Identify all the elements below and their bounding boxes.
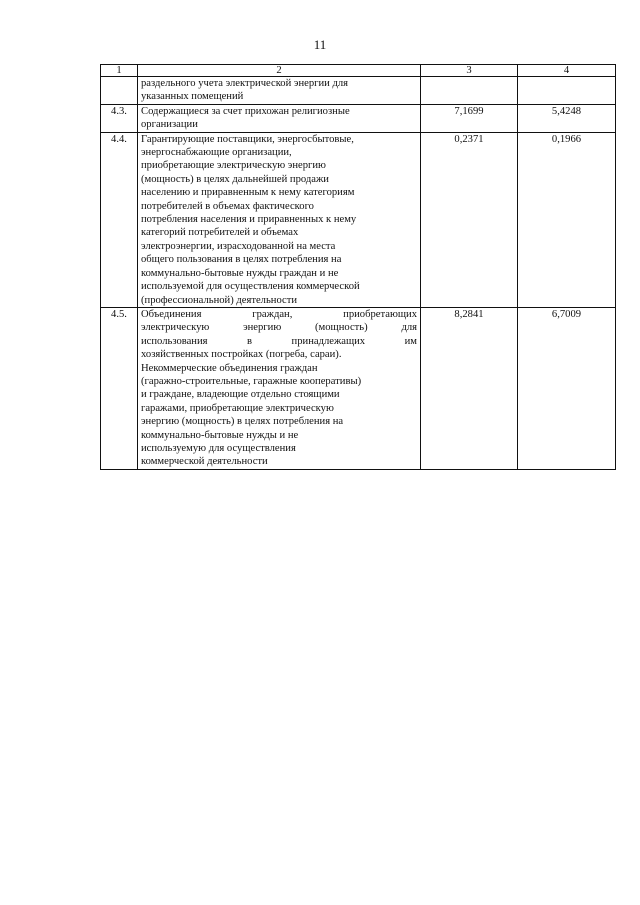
tariff-value-col3: 8,2841	[421, 307, 518, 469]
description-line: приобретающие электрическую энергию	[141, 160, 326, 172]
description-line: населению и приравненным к нему категориям	[141, 187, 355, 199]
description-line: электроэнергии, израсходованной на места	[141, 240, 336, 252]
table-row	[101, 104, 616, 132]
tariff-value-col4: 0,1966	[518, 132, 616, 307]
description-line: потребления населения и приравненных к нему	[141, 214, 357, 226]
description-line: Некоммерческие объединения граждан	[141, 362, 318, 374]
description-line: (мощность) в целях дальнейшей продажи	[141, 173, 329, 185]
tariff-value-col3	[421, 77, 518, 105]
consumer-category-cell	[138, 307, 421, 469]
description-line: коммерческой деятельности	[141, 456, 268, 468]
column-header-3: 3	[421, 65, 518, 77]
description-line: используемую для осуществления	[141, 442, 296, 454]
column-header-4: 4	[518, 65, 616, 77]
consumer-category-cell	[138, 132, 421, 307]
description-line: коммунально-бытовые нужды и не	[141, 429, 299, 441]
table-row	[101, 307, 616, 469]
description-line: Гарантирующие поставщики, энергосбытовые,	[141, 133, 354, 145]
row-number-cell: 4.3.	[101, 104, 138, 132]
row-number-cell: 4.5.	[101, 307, 138, 469]
description-line: общего пользования в целях потребления на	[141, 254, 342, 266]
tariff-value-col3: 7,1699	[421, 104, 518, 132]
description-line: Объединения граждан, приобретающих	[141, 308, 417, 320]
description-line: указанных помещений	[141, 91, 244, 103]
page-number: 11	[313, 37, 327, 52]
description-line: используемой для осуществления коммерческой	[141, 281, 360, 293]
description-line: категорий потребителей и объемах	[141, 227, 299, 239]
table-row	[101, 77, 616, 105]
tariff-value-col4: 5,4248	[518, 104, 616, 132]
description-line: организации	[141, 119, 198, 131]
description-line: и граждане, владеющие отдельно стоящими	[141, 389, 340, 401]
tariff-value-col4: 6,7009	[518, 307, 616, 469]
description-line: гаражами, приобретающие электрическую	[141, 402, 334, 414]
description-line: коммунально-бытовые нужды граждан и не	[141, 267, 339, 279]
row-number-cell: 4.4.	[101, 132, 138, 307]
description-line: энергоснабжающие организации,	[141, 147, 292, 159]
description-line: (гаражно-строительные, гаражные кооперативы)	[141, 375, 362, 387]
description-line: (профессиональной) деятельности	[141, 294, 298, 306]
description-line: энергию (мощность) в целях потребления на	[141, 416, 344, 428]
description-line: хозяйственных постройках (погреба, сараи).	[141, 349, 342, 361]
column-header-1: 1	[101, 65, 138, 77]
description-line: электрическую энергию (мощность) для	[141, 322, 417, 334]
table-header-row	[101, 65, 616, 77]
description-line: потребителей в объемах фактического	[141, 200, 314, 212]
tariff-value-col3: 0,2371	[421, 132, 518, 307]
consumer-category-cell	[138, 77, 421, 105]
tariff-table	[100, 64, 616, 470]
row-number-cell	[101, 77, 138, 105]
column-header-2: 2	[138, 65, 421, 77]
consumer-category-cell	[138, 104, 421, 132]
tariff-value-col4	[518, 77, 616, 105]
table-row	[101, 132, 616, 307]
description-line: раздельного учета электрической энергии для	[141, 78, 349, 89]
description-line: использования в принадлежащих им	[141, 335, 417, 347]
description-line: Содержащиеся за счет прихожан религиозные	[141, 105, 350, 117]
